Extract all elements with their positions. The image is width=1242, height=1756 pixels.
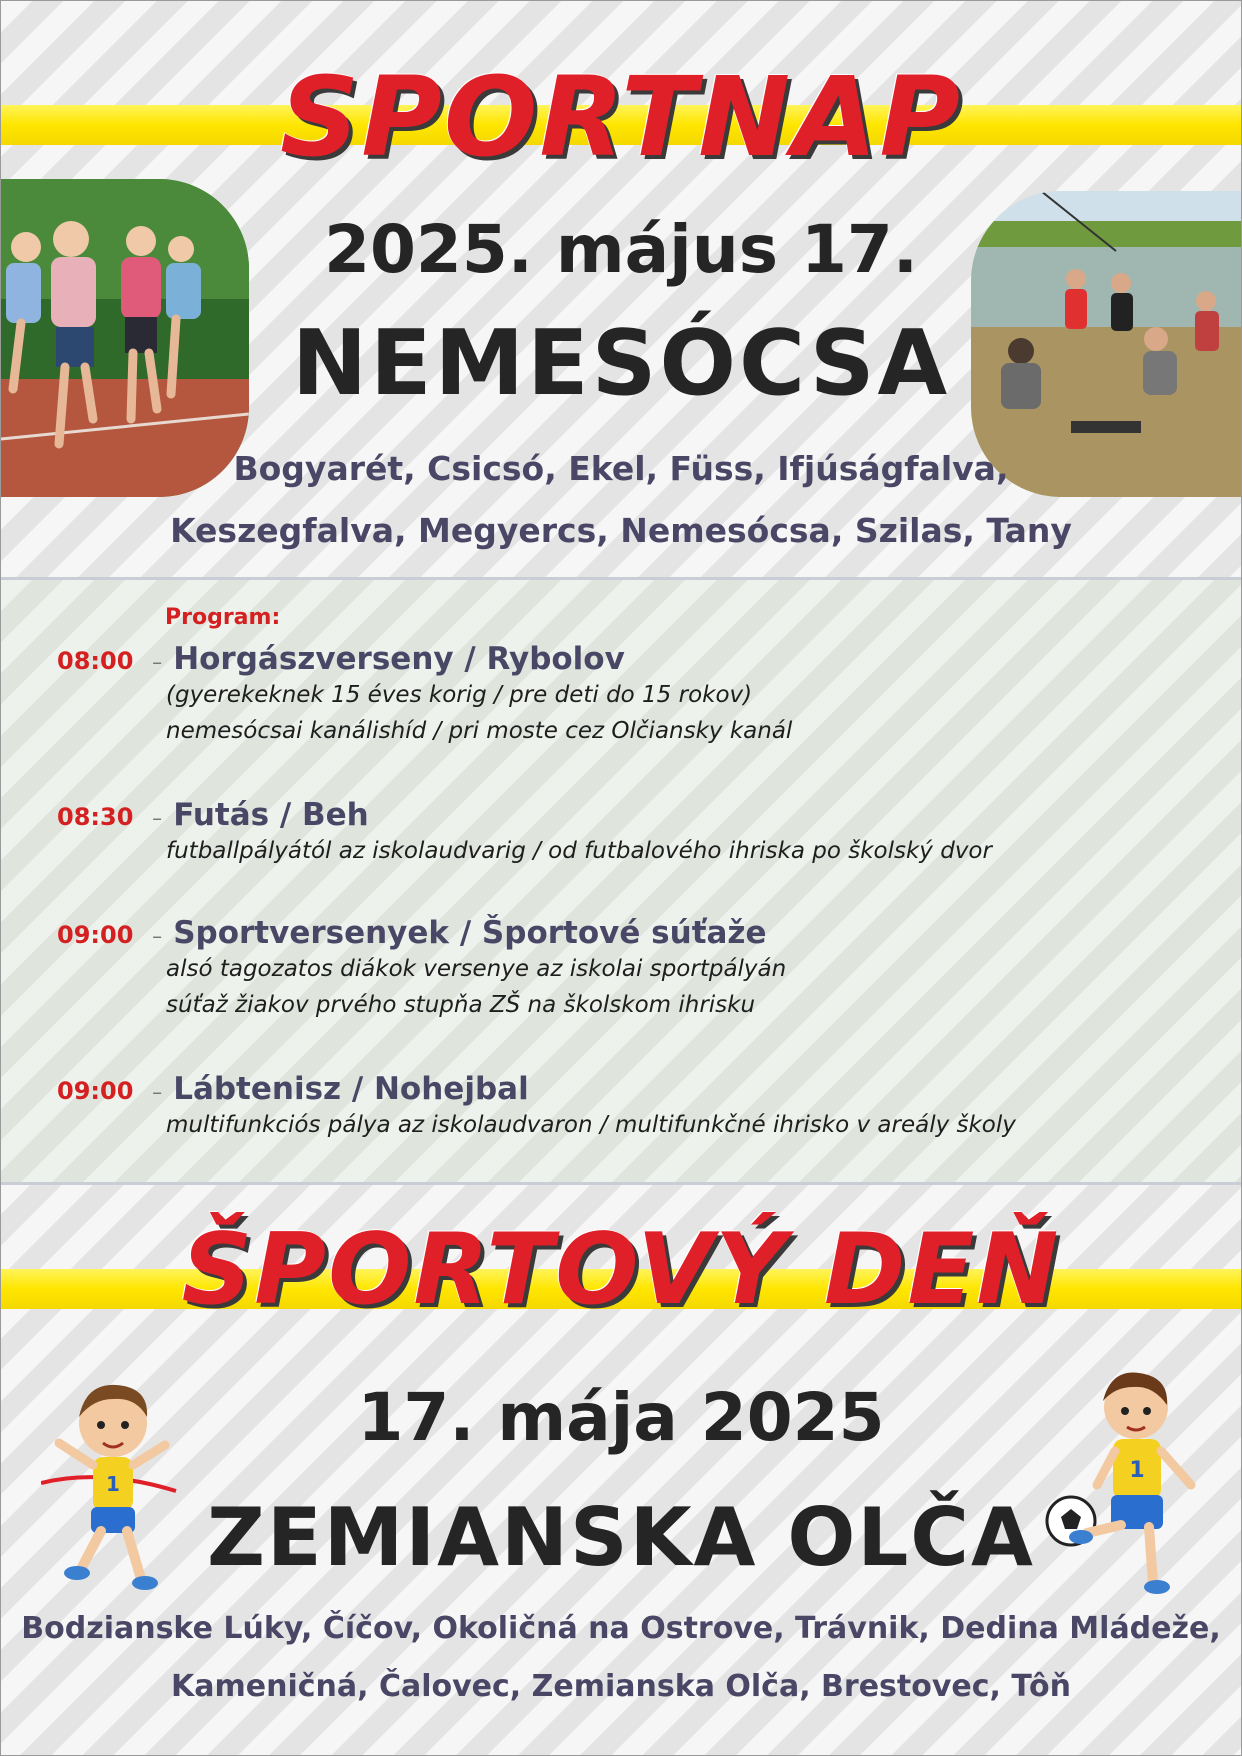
- program-dash: –: [152, 806, 163, 830]
- hu-villages-line2: Keszegfalva, Megyercs, Nemesócsa, Szilas, Tany: [170, 511, 1072, 550]
- runner-boy-illustration: [41, 1373, 181, 1597]
- program-label: Program:: [165, 605, 281, 630]
- sk-villages-line2: Kameničná, Čalovec, Zemianska Olča, Brestovec, Tôň: [171, 1669, 1071, 1704]
- program-desc: multifunkciós pálya az iskolaudvaron / multifunkčné ihrisko v areály školy: [166, 1112, 1016, 1138]
- program-time: 08:00: [57, 647, 134, 675]
- program-item: [57, 797, 1217, 869]
- sk-title: ŠPORTOVÝ DEŇ: [181, 1213, 1061, 1327]
- program-desc: súťaž žiakov prvého stupňa ZŠ na školskom ihrisku: [166, 992, 756, 1018]
- program-time: 08:30: [57, 803, 134, 831]
- hu-title: SPORTNAP: [280, 53, 962, 181]
- program-dash: –: [152, 650, 163, 674]
- svg-text:1: 1: [1129, 1458, 1145, 1483]
- svg-text:1: 1: [106, 1472, 120, 1496]
- program-item: [57, 1071, 1217, 1143]
- program-desc: (gyerekeknek 15 éves korig / pre deti do 15 rokov): [166, 682, 753, 708]
- sk-place: ZEMIANSKA OLČA: [207, 1491, 1035, 1584]
- sk-date: 17. mája 2025: [357, 1379, 885, 1456]
- program-title: Futás / Beh: [173, 797, 369, 833]
- football-boy-illustration: [1041, 1365, 1221, 1609]
- program-time: 09:00: [57, 921, 134, 949]
- program-title: Horgászverseny / Rybolov: [173, 641, 625, 677]
- program-title: Sportversenyek / Športové súťaže: [173, 915, 767, 951]
- sk-villages-line1: Bodzianske Lúky, Číčov, Okoličná na Ostrove, Trávnik, Dedina Mládeže,: [21, 1611, 1221, 1646]
- hu-villages-line1: Bogyarét, Csicsó, Ekel, Füss, Ifjúságfalva,: [233, 449, 1009, 488]
- program-desc: alsó tagozatos diákok versenye az iskolai sportpályán: [166, 956, 787, 982]
- program-dash: –: [152, 924, 163, 948]
- program-item: [57, 915, 1217, 1023]
- program-time: 09:00: [57, 1077, 134, 1105]
- program-dash: –: [152, 1080, 163, 1104]
- hu-date: 2025. május 17.: [324, 211, 918, 288]
- program-item: [57, 641, 1217, 749]
- hu-place: NEMESÓCSA: [291, 311, 951, 416]
- program-desc: futballpályától az iskolaudvarig / od futbalového ihriska po školský dvor: [166, 838, 992, 864]
- program-title: Lábtenisz / Nohejbal: [173, 1071, 529, 1107]
- program-desc: nemesócsai kanálishíd / pri moste cez Olčiansky kanál: [166, 718, 793, 744]
